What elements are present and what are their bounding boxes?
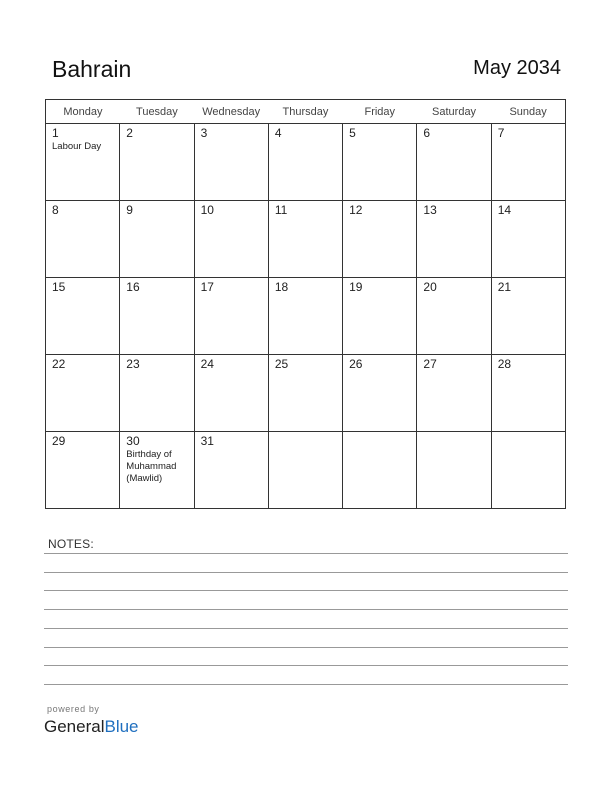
day-number: 27	[423, 357, 437, 371]
day-cell	[417, 278, 491, 355]
calendar-month-title: May 2034	[473, 57, 561, 79]
note-line	[44, 553, 568, 554]
day-number: 16	[126, 280, 140, 294]
note-line	[44, 572, 568, 573]
day-cell	[491, 124, 565, 201]
week-row	[46, 124, 566, 201]
day-number: 23	[126, 357, 140, 371]
day-number: 10	[200, 203, 214, 217]
day-number: 9	[126, 203, 133, 217]
day-cell	[120, 124, 194, 201]
day-cell	[46, 124, 120, 201]
day-number: 20	[423, 280, 437, 294]
note-line	[44, 684, 568, 685]
generalblue-logo[interactable]	[44, 717, 139, 737]
day-cell	[194, 124, 268, 201]
day-number: 15	[52, 280, 66, 294]
weekday-header: Thursday	[268, 100, 342, 124]
day-number: 29	[52, 434, 66, 448]
day-cell	[268, 278, 342, 355]
day-cell	[491, 278, 565, 355]
day-cell	[120, 355, 194, 432]
day-cell	[343, 201, 417, 278]
day-number: 25	[274, 357, 289, 371]
day-number: 31	[200, 434, 214, 448]
day-number: 12	[349, 203, 363, 217]
day-cell	[46, 355, 120, 432]
brand-blue: Blue	[104, 717, 139, 736]
day-cell	[268, 355, 342, 432]
day-cell	[417, 432, 491, 509]
day-cell	[194, 278, 268, 355]
day-number: 30	[126, 434, 140, 448]
weekday-header: Tuesday	[120, 100, 194, 124]
holiday-label: Labour Day	[52, 141, 102, 152]
day-cell	[194, 432, 268, 509]
day-number: 14	[497, 203, 512, 217]
day-number: 26	[349, 357, 363, 371]
day-cell	[120, 432, 194, 509]
note-line	[44, 609, 568, 610]
calendar-grid	[45, 99, 566, 509]
day-cell	[491, 355, 565, 432]
day-number: 21	[497, 280, 512, 294]
day-cell	[268, 201, 342, 278]
day-number: 2	[126, 126, 133, 140]
day-number: 8	[52, 203, 59, 217]
day-number: 11	[274, 203, 288, 217]
day-number: 5	[349, 126, 356, 140]
weekday-header: Sunday	[491, 100, 565, 124]
week-row	[46, 278, 566, 355]
weekday-header: Wednesday	[194, 100, 268, 124]
day-number: 22	[52, 357, 66, 371]
brand-general: General	[44, 717, 105, 736]
week-row	[46, 201, 566, 278]
day-number: 3	[200, 126, 208, 140]
day-cell	[417, 355, 491, 432]
weekday-header: Saturday	[417, 100, 491, 124]
day-number: 7	[497, 126, 505, 140]
note-line	[44, 665, 568, 666]
day-number: 6	[423, 126, 431, 140]
day-number: 18	[274, 280, 289, 294]
day-number: 28	[497, 357, 512, 371]
day-cell	[120, 278, 194, 355]
day-cell	[491, 432, 565, 509]
day-cell	[268, 124, 342, 201]
day-number: 13	[423, 203, 437, 217]
day-cell	[268, 432, 342, 509]
day-cell	[194, 355, 268, 432]
holiday-label: Birthday of Muhammad (Mawlid)	[126, 449, 177, 484]
powered-by-text: powered by	[47, 704, 100, 714]
day-number: 24	[200, 357, 214, 371]
day-number: 19	[349, 280, 363, 294]
day-cell	[343, 355, 417, 432]
day-cell	[343, 278, 417, 355]
day-cell	[46, 432, 120, 509]
week-row	[46, 355, 566, 432]
weekday-header-row	[46, 100, 566, 124]
day-cell	[417, 201, 491, 278]
day-number: 4	[274, 126, 282, 140]
weekday-header: Friday	[343, 100, 417, 124]
day-cell	[120, 201, 194, 278]
note-line	[44, 590, 568, 591]
day-cell	[491, 201, 565, 278]
day-number: 17	[200, 280, 214, 294]
weekday-header: Monday	[46, 100, 120, 124]
note-line	[44, 628, 568, 629]
notes-label: NOTES:	[48, 537, 94, 551]
day-cell	[343, 432, 417, 509]
week-row	[46, 432, 566, 509]
day-cell	[46, 201, 120, 278]
calendar-country-title: Bahrain	[52, 56, 132, 82]
day-cell	[417, 124, 491, 201]
day-number: 1	[52, 126, 59, 140]
day-cell	[343, 124, 417, 201]
day-cell	[194, 201, 268, 278]
note-line	[44, 647, 568, 648]
day-cell	[46, 278, 120, 355]
